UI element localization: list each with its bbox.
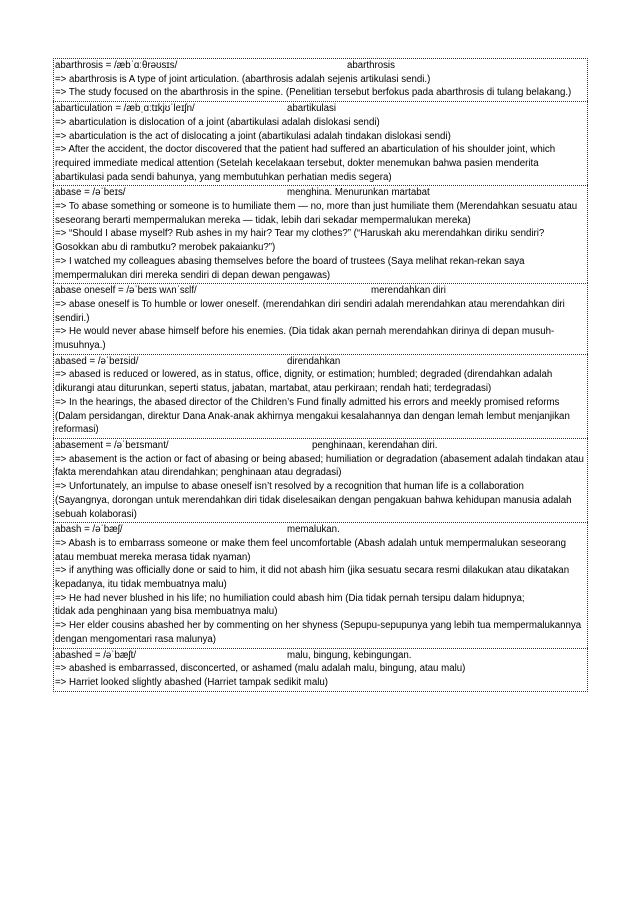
- entry-line: => To abase something or someone is to humiliate them — no, more than just humiliate them (Merendahkan sesuatu atau seseorang berarti mempermalukan mereka — tidak, lebih dari sekadar mempermalukan mereka): [55, 201, 578, 226]
- entry-heading: [55, 186, 587, 200]
- entry-heading: [55, 523, 587, 537]
- entry-term: abashed = /əˈbæʃt/: [55, 649, 137, 661]
- entry-line: => if anything was officially done or said to him, it did not abash him (jika sesuatu secara resmi dilakukan atau dikatakan kepadanya, itu tidak membuatnya malu): [55, 565, 570, 591]
- entry-term: abarticulation = /æbˌɑːtɪkjʊˈleɪʃn/: [55, 103, 195, 115]
- entry-line: => abashed is embarrassed, disconcerted, or ashamed (malu adalah malu, bingung, atau malu): [55, 663, 466, 675]
- entry-term: abash = /əˈbæʃ/: [55, 524, 123, 536]
- glossary-entry: [53, 438, 588, 522]
- glossary-entry: [53, 648, 588, 692]
- entry-meaning: memalukan.: [287, 524, 340, 536]
- entry-term: abase = /əˈbeɪs/: [55, 187, 126, 199]
- entry-line: => In the hearings, the abased director of the Children’s Fund finally admitted his errors and meekly promised reforms (Dalam persidangan, direktur Dana Anak-anak akhirnya mengakui kesalahannya dan dengan lemah lembut menjanjikan reformasi): [55, 396, 570, 436]
- entry-line: => abase oneself is To humble or lower oneself. (merendahkan diri sendiri adalah merendahkan atau merendahkan diri sendiri.): [55, 298, 565, 324]
- entry-term: abase oneself = /əˈbeɪs wʌnˈsɛlf/: [55, 285, 197, 297]
- entry-line: => abarticulation is the act of dislocating a joint (abartikulasi adalah tindakan dislokasi sendi): [55, 130, 451, 142]
- entry-line: => He would never abase himself before his enemies. (Dia tidak akan pernah merendahkan dirinya di depan musuh-musuhnya.): [55, 326, 555, 352]
- entry-term: abarthrosis = /æbˈɑːθrəʊsɪs/: [55, 60, 178, 71]
- entry-line: tidak ada penghinaan yang bisa membuatnya malu): [55, 606, 278, 618]
- entry-heading: [55, 355, 587, 369]
- glossary-entry: [53, 354, 588, 438]
- entry-term: abased = /əˈbeɪsid/: [55, 355, 139, 367]
- entry-meaning: direndahkan: [287, 355, 341, 367]
- glossary-page: [53, 58, 588, 692]
- entry-meaning: penghinaan, kerendahan diri.: [312, 439, 438, 451]
- entry-heading: [55, 439, 587, 453]
- entry-meaning: merendahkan diri: [371, 285, 446, 297]
- entry-line: (Sayangnya, dorongan untuk merendahkan diri tidak diselesaikan dengan pengakuan bahwa kehidupan manusia adalah sebuah kolaborasi): [55, 494, 572, 520]
- entry-meaning: abarthrosis: [347, 60, 395, 71]
- entry-heading: [55, 649, 587, 663]
- entry-term: abasement = /əˈbeɪsmant/: [55, 439, 169, 451]
- entry-line: => He had never blushed in his life; no humiliation could abash him (Dia tidak pernah tersipu dalam hidupnya;: [55, 592, 525, 604]
- entry-line: => Her elder cousins abashed her by commenting on her shyness (Sepupu-sepupunya yang lebih tua mempermalukannya dengan mengomentari rasa malunya): [55, 620, 582, 645]
- entry-meaning: abartikulasi: [287, 103, 337, 115]
- entry-line: => abasement is the action or fact of abasing or being abased; humiliation or degradation (abasement adalah tindakan atau fakta merendahkan atau direndahkan; penghinaan atau degradasi): [55, 453, 584, 479]
- entry-meaning: menghina. Menurunkan martabat: [287, 187, 430, 199]
- entry-heading: [55, 59, 587, 73]
- entry-line: => abarticulation is dislocation of a joint (abartikulasi adalah dislokasi sendi): [55, 116, 380, 128]
- entry-line: => I watched my colleagues abasing themselves before the board of trustees (Saya melihat rekan-rekan saya mempermalukan diri mereka sendiri di depan dewan pengawas): [55, 255, 525, 281]
- entry-line: => abased is reduced or lowered, as in status, office, dignity, or estimation; humbled; degraded (direndahkan adalah dikurangi atau diturunkan, seperti status, jabatan, martabat, atau perkiraan; rendah hati; terdegradasi): [55, 369, 553, 395]
- entry-line: => Harriet looked slightly abashed (Harriet tampak sedikit malu): [55, 676, 328, 688]
- entry-heading: [55, 102, 587, 116]
- glossary-entry: [53, 522, 588, 647]
- entry-line: => abarthrosis is A type of joint articulation. (abarthrosis adalah sejenis artikulasi sendi.): [55, 73, 431, 85]
- glossary-entry: [53, 283, 588, 354]
- entry-line: => “Should I abase myself? Rub ashes in my hair? Tear my clothes?” (“Haruskah aku merendahkan diriku sendiri? Gosokkan abu di rambutku? merobek pakaianku?”): [55, 228, 545, 254]
- entry-line: => Unfortunately, an impulse to abase oneself isn’t resolved by a recognition that human life is a collaboration: [55, 481, 524, 493]
- entry-line: => The study focused on the abarthrosis in the spine. (Penelitian tersebut berfokus pada abarthrosis di tulang belakang.): [55, 87, 572, 99]
- entry-line: => Abash is to embarrass someone or make them feel uncomfortable (Abash adalah untuk mempermalukan seseorang atau membuat mereka merasa tidak nyaman): [55, 537, 567, 563]
- glossary-entry: [53, 185, 588, 283]
- glossary-entry: [53, 101, 588, 185]
- entry-heading: [55, 284, 587, 298]
- entry-line: => After the accident, the doctor discovered that the patient had suffered an abarticulation of his shoulder joint, which required immediate medical attention (Setelah kecelakaan tersebut, dokter menemukan bahwa pasien menderita abartikulasi pada sendi bahunya, yang membutuhkan perhatian medis segera): [55, 144, 556, 183]
- entry-meaning: malu, bingung, kebingungan.: [287, 649, 412, 661]
- glossary-entry: [53, 58, 588, 101]
